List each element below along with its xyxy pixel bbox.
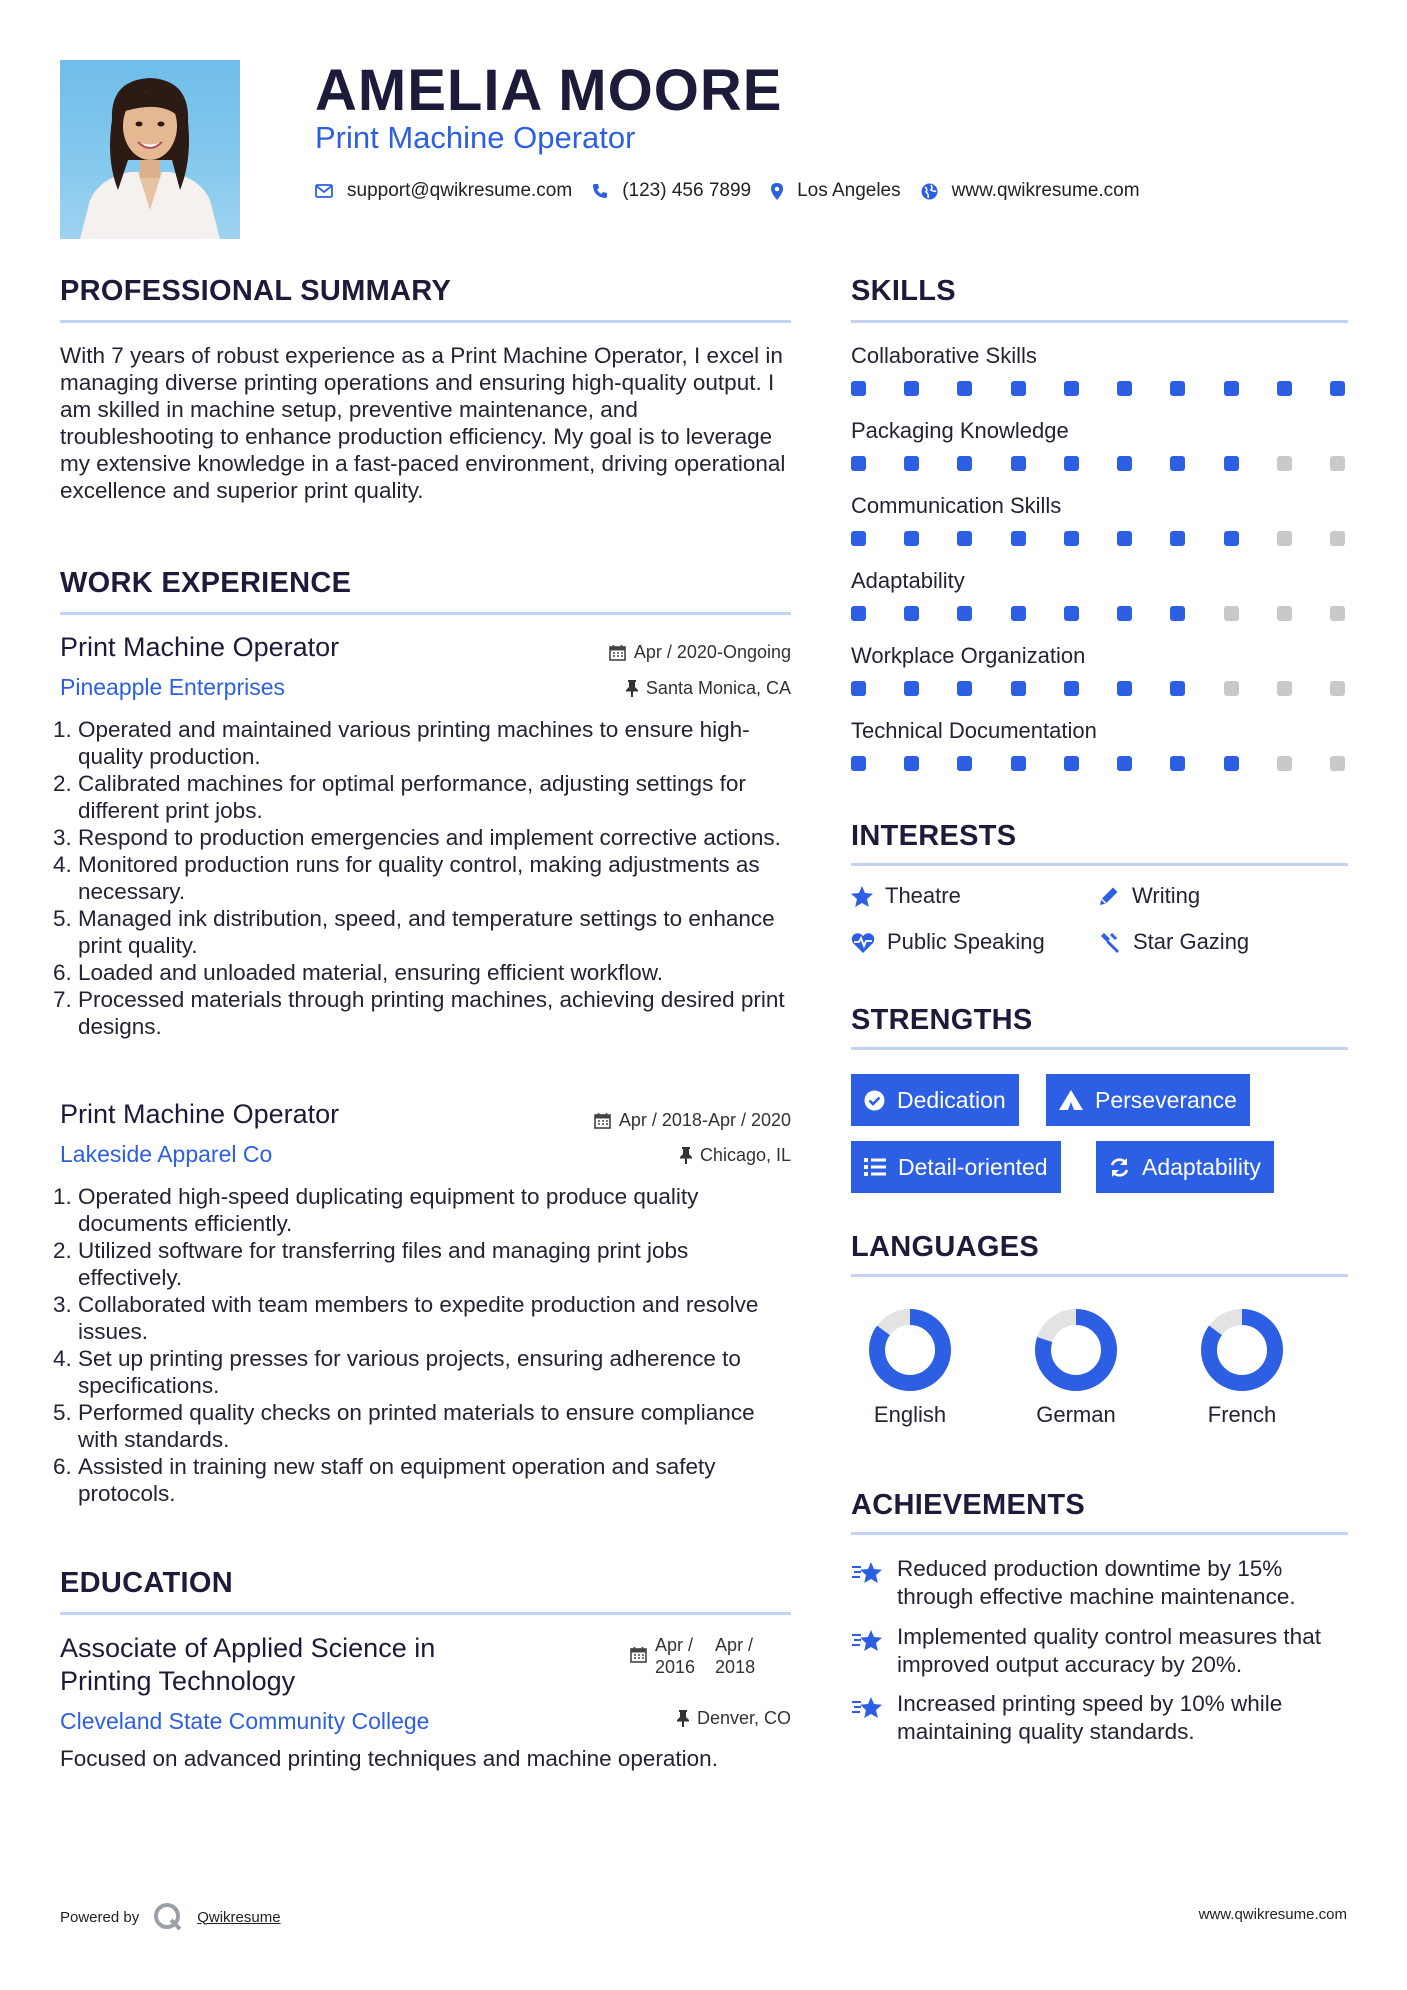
rating-dot-filled — [1117, 756, 1132, 771]
job-dates-text: Apr / 2018-Apr / 2020 — [618, 1110, 791, 1130]
shooting-star-icon — [851, 1627, 885, 1653]
achievements-list — [851, 1555, 1348, 1757]
language-donut — [1200, 1308, 1284, 1392]
check-circle-icon — [864, 1090, 885, 1111]
rating-dot-filled — [957, 381, 972, 396]
contact-bar — [315, 180, 1160, 202]
skill-rating — [851, 756, 1345, 771]
summary-text: With 7 years of robust experience as a Print Machine Operator, I excel in managing diverse printing operations and ensuring high-quality output. I am skilled in machine setup, preventive maintenance, and troubleshooting to enhance production efficiency. My goal is to leverage my extensive knowledge in a fast-paced environment, driving operational excellence and superior print quality. — [60, 343, 786, 503]
list-item: 4. Set up printing presses for various projects, ensuring adherence to specifications. — [78, 1345, 795, 1399]
rating-dot-filled — [904, 531, 919, 546]
rating-dot-filled — [1224, 456, 1239, 471]
rating-dot-filled — [1117, 381, 1132, 396]
rating-dot-filled — [1117, 531, 1132, 546]
achievement-item — [851, 1690, 1348, 1746]
profile-photo — [60, 60, 240, 239]
list-item: 5. Managed ink distribution, speed, and temperature settings to enhance print quality. — [78, 905, 795, 959]
company-name: Lakeside Apparel Co — [60, 1141, 273, 1167]
strength-label: Adaptability — [1142, 1153, 1261, 1180]
job-title: Print Machine Operator — [60, 632, 340, 662]
rating-dot-filled — [1170, 606, 1185, 621]
rating-dot-filled — [851, 681, 866, 696]
rating-dot-filled — [1170, 756, 1185, 771]
interest-item — [1098, 883, 1200, 909]
strength-label: Detail-oriented — [898, 1153, 1048, 1180]
education-start-month: Apr / — [655, 1635, 694, 1655]
rating-dot-filled — [1064, 381, 1079, 396]
map-pin-icon — [771, 183, 783, 200]
education-description: Focused on advanced printing techniques and machine operation. — [60, 1746, 718, 1771]
pushpin-icon — [626, 680, 638, 697]
refresh-icon — [1109, 1157, 1130, 1178]
skill-row — [851, 493, 1345, 568]
interest-label: Star Gazing — [1133, 929, 1250, 954]
strength-badge — [851, 1074, 1019, 1126]
experience-divider — [60, 612, 791, 615]
contact-email[interactable]: support@qwikresume.com — [347, 180, 573, 201]
languages-list — [855, 1308, 1297, 1428]
phone-icon — [592, 183, 608, 199]
rating-dot-filled — [957, 681, 972, 696]
job-dates — [609, 642, 791, 663]
list-item: 2. Utilized software for transferring files and managing print jobs effectively. — [78, 1237, 795, 1291]
skills-divider — [851, 320, 1348, 323]
achievement-text: Implemented quality control measures that improved output accuracy by 20%. — [897, 1624, 1321, 1677]
skill-row — [851, 418, 1345, 493]
interest-label: Writing — [1132, 883, 1201, 908]
skill-row — [851, 643, 1345, 718]
skill-rating — [851, 381, 1345, 396]
skill-rating — [851, 606, 1345, 621]
list-item: 2. Calibrated machines for optimal performance, adjusting settings for different print jobs. — [78, 770, 795, 824]
rating-dot-empty — [1224, 606, 1239, 621]
rating-dot-filled — [1064, 531, 1079, 546]
rating-dot-empty — [1277, 606, 1292, 621]
rating-dot-filled — [904, 606, 919, 621]
rating-dot-filled — [1224, 756, 1239, 771]
strength-label: Perseverance — [1095, 1086, 1237, 1113]
language-name: English — [873, 1402, 947, 1427]
rating-dot-filled — [1064, 681, 1079, 696]
rating-dot-empty — [1330, 606, 1345, 621]
rating-dot-filled — [1064, 456, 1079, 471]
strength-label: Dedication — [897, 1086, 1006, 1113]
education-start-year: 2016 — [655, 1657, 696, 1677]
school-name: Cleveland State Community College — [60, 1708, 430, 1734]
strengths-divider — [851, 1047, 1348, 1050]
calendar-icon — [609, 644, 626, 661]
rating-dot-filled — [851, 381, 866, 396]
rating-dot-empty — [1330, 756, 1345, 771]
shooting-star-icon — [851, 1694, 885, 1720]
rating-dot-filled — [1117, 606, 1132, 621]
list-item: 3. Collaborated with team members to expedite production and resolve issues. — [78, 1291, 795, 1345]
job-dates-text: Apr / 2020-Ongoing — [633, 642, 791, 662]
list-item: 1. Operated high-speed duplicating equipment to produce quality documents efficiently. — [78, 1183, 795, 1237]
language-name: German — [1036, 1402, 1116, 1427]
education-dates — [630, 1634, 755, 1678]
gavel-icon — [1098, 931, 1121, 954]
rating-dot-filled — [1117, 681, 1132, 696]
globe-icon — [921, 183, 938, 200]
footer-brand-link[interactable]: Qwikresume — [197, 1908, 281, 1926]
skill-name: Packaging Knowledge — [851, 418, 1069, 443]
job-location-text: Santa Monica, CA — [645, 678, 791, 698]
hiker-icon — [1059, 1090, 1083, 1110]
job-duties — [60, 716, 795, 1040]
job-title: Print Machine Operator — [60, 1099, 340, 1129]
rating-dot-filled — [1170, 681, 1185, 696]
education-end-month: Apr / — [715, 1635, 754, 1655]
rating-dot-empty — [1277, 456, 1292, 471]
rating-dot-empty — [1224, 681, 1239, 696]
rating-dot-filled — [1011, 531, 1026, 546]
education-end-year: 2018 — [715, 1657, 756, 1677]
candidate-name: AMELIA MOORE — [315, 58, 783, 123]
job-dates — [594, 1110, 791, 1131]
heartbeat-icon — [851, 932, 875, 953]
rating-dot-empty — [1277, 531, 1292, 546]
rating-dot-filled — [1011, 606, 1026, 621]
rating-dot-empty — [1330, 456, 1345, 471]
list-item: 7. Processed materials through printing machines, achieving desired print designs. — [78, 986, 795, 1040]
achievements-heading: ACHIEVEMENTS — [851, 1489, 1086, 1521]
rating-dot-filled — [904, 456, 919, 471]
degree-title: Associate of Applied Science in Printing Technology — [60, 1633, 436, 1696]
interest-label: Public Speaking — [887, 929, 1045, 954]
shooting-star-icon — [851, 1559, 885, 1585]
rating-dot-filled — [1011, 456, 1026, 471]
list-item: 6. Assisted in training new staff on equipment operation and safety protocols. — [78, 1453, 795, 1507]
rating-dot-filled — [904, 756, 919, 771]
skills-heading: SKILLS — [851, 275, 956, 307]
rating-dot-filled — [1064, 606, 1079, 621]
rating-dot-empty — [1330, 681, 1345, 696]
skill-row — [851, 568, 1345, 643]
rating-dot-filled — [957, 456, 972, 471]
footer-powered-by — [60, 1902, 281, 1932]
footer-site-link[interactable]: www.qwikresume.com — [1198, 1906, 1347, 1923]
list-item: 3. Respond to production emergencies and implement corrective actions. — [78, 824, 795, 851]
rating-dot-empty — [1277, 681, 1292, 696]
rating-dot-filled — [851, 456, 866, 471]
rating-dot-filled — [1330, 381, 1345, 396]
strength-badge — [1046, 1074, 1250, 1126]
rating-dot-filled — [1011, 681, 1026, 696]
pushpin-icon — [677, 1710, 689, 1727]
summary-heading: PROFESSIONAL SUMMARY — [60, 275, 452, 307]
rating-dot-filled — [1224, 381, 1239, 396]
languages-heading: LANGUAGES — [851, 1231, 1039, 1263]
rating-dot-filled — [957, 531, 972, 546]
skill-name: Adaptability — [851, 568, 965, 593]
skills-list — [851, 343, 1345, 793]
education-location — [677, 1708, 791, 1729]
education-divider — [60, 1612, 791, 1615]
interest-item — [1098, 929, 1249, 955]
achievements-divider — [851, 1532, 1348, 1535]
list-item: 1. Operated and maintained various printing machines to ensure high-quality production. — [78, 716, 795, 770]
skill-row — [851, 718, 1345, 793]
company-name: Pineapple Enterprises — [60, 674, 286, 700]
rating-dot-filled — [1170, 381, 1185, 396]
rating-dot-filled — [1277, 381, 1292, 396]
calendar-icon — [594, 1112, 611, 1129]
skill-name: Technical Documentation — [851, 718, 1097, 743]
pushpin-icon — [680, 1147, 692, 1164]
rating-dot-filled — [1011, 381, 1026, 396]
job-location — [626, 678, 791, 699]
interest-label: Theatre — [885, 883, 961, 908]
interests-heading: INTERESTS — [851, 820, 1017, 852]
skill-rating — [851, 531, 1345, 546]
qwikresume-logo-icon — [153, 1902, 183, 1932]
contact-phone[interactable]: (123) 456 7899 — [622, 180, 752, 201]
education-heading: EDUCATION — [60, 1567, 233, 1599]
rating-dot-filled — [904, 381, 919, 396]
rating-dot-filled — [1011, 756, 1026, 771]
contact-location: Los Angeles — [797, 180, 901, 201]
rating-dot-empty — [1277, 756, 1292, 771]
skill-name: Collaborative Skills — [851, 343, 1037, 368]
rating-dot-filled — [851, 606, 866, 621]
summary-divider — [60, 320, 791, 323]
rating-dot-filled — [1170, 456, 1185, 471]
language-donut — [1034, 1308, 1118, 1392]
powered-by-text: Powered by — [60, 1908, 140, 1926]
list-icon — [864, 1158, 886, 1176]
language-item — [1187, 1308, 1297, 1428]
interests-divider — [851, 863, 1348, 866]
job-duties — [60, 1183, 795, 1507]
rating-dot-empty — [1330, 531, 1345, 546]
education-location-text: Denver, CO — [696, 1708, 791, 1728]
calendar-icon — [630, 1646, 647, 1663]
strengths-heading: STRENGTHS — [851, 1004, 1033, 1036]
achievement-item — [851, 1623, 1348, 1679]
rating-dot-filled — [1224, 531, 1239, 546]
envelope-icon — [315, 184, 333, 198]
experience-heading: WORK EXPERIENCE — [60, 567, 352, 599]
languages-divider — [851, 1274, 1348, 1277]
rating-dot-filled — [851, 756, 866, 771]
language-item — [1021, 1308, 1131, 1428]
rating-dot-filled — [1064, 756, 1079, 771]
job-location-text: Chicago, IL — [699, 1145, 791, 1165]
rating-dot-filled — [851, 531, 866, 546]
language-item — [855, 1308, 965, 1428]
skill-name: Workplace Organization — [851, 643, 1086, 668]
rating-dot-filled — [1117, 456, 1132, 471]
list-item: 6. Loaded and unloaded material, ensuring efficient workflow. — [78, 959, 795, 986]
skill-rating — [851, 681, 1345, 696]
strength-badge — [851, 1141, 1061, 1193]
skill-row — [851, 343, 1345, 418]
rating-dot-filled — [957, 756, 972, 771]
star-icon — [851, 886, 873, 907]
pencil-icon — [1098, 885, 1120, 907]
achievement-text: Reduced production downtime by 15% through effective machine maintenance. — [897, 1556, 1296, 1609]
rating-dot-filled — [1170, 531, 1185, 546]
contact-website[interactable]: www.qwikresume.com — [951, 180, 1140, 201]
candidate-role: Print Machine Operator — [315, 120, 636, 155]
rating-dot-filled — [957, 606, 972, 621]
language-donut — [868, 1308, 952, 1392]
strength-badge — [1096, 1141, 1274, 1193]
interest-item — [851, 883, 961, 909]
skill-name: Communication Skills — [851, 493, 1062, 518]
list-item: 4. Monitored production runs for quality control, making adjustments as necessary. — [78, 851, 795, 905]
skill-rating — [851, 456, 1345, 471]
rating-dot-filled — [904, 681, 919, 696]
achievement-item — [851, 1555, 1348, 1611]
interest-item — [851, 929, 1045, 955]
list-item: 5. Performed quality checks on printed materials to ensure compliance with standards. — [78, 1399, 795, 1453]
job-location — [680, 1145, 791, 1166]
language-name: French — [1207, 1402, 1277, 1427]
achievement-text: Increased printing speed by 10% while maintaining quality standards. — [897, 1691, 1283, 1744]
